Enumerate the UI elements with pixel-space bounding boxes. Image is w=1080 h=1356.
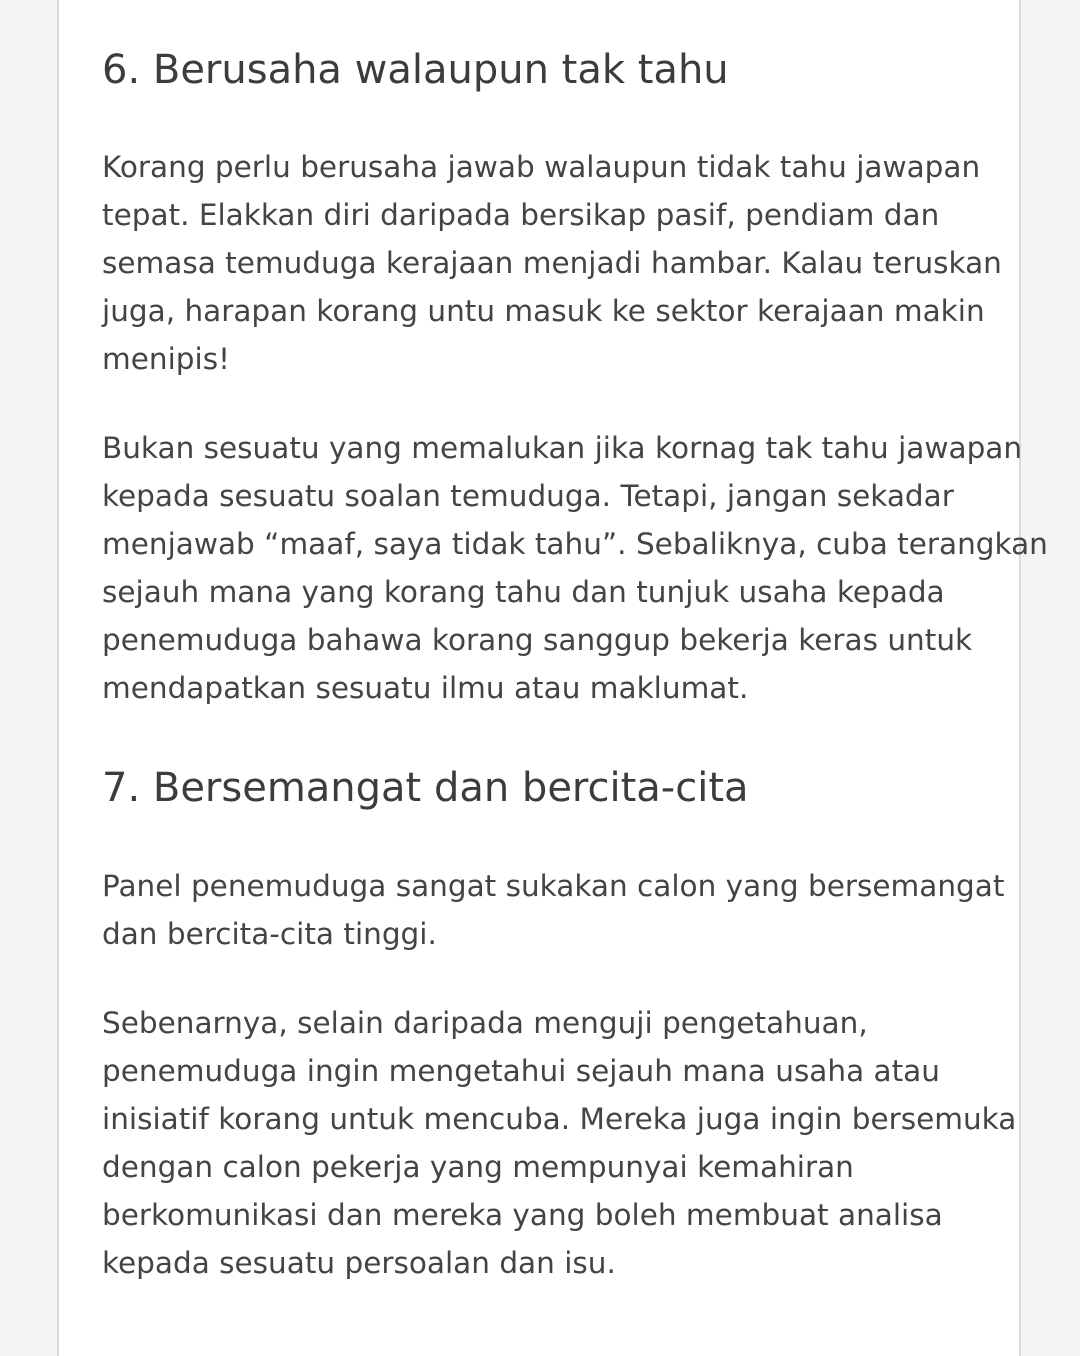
text-line: semasa temuduga kerajaan menjadi hambar. Kalau teruskan [102,246,1002,280]
text-line: sejauh mana yang korang tahu dan tunjuk usaha kepada [102,575,945,609]
text-line: Korang perlu berusaha jawab walaupun tidak tahu jawapan [102,150,981,184]
text-line: menjawab “maaf, saya tidak tahu”. Sebaliknya, cuba terangkan [102,527,1048,561]
section-6-paragraph-1 [102,143,1002,383]
text-line: inisiatif korang untuk mencuba. Mereka juga ingin bersemuka [102,1102,1017,1136]
section-6-heading: 6. Berusaha walaupun tak tahu [102,47,729,93]
text-line: kepada sesuatu persoalan dan isu. [102,1246,616,1280]
text-line: berkomunikasi dan mereka yang boleh membuat analisa [102,1198,943,1232]
text-line: juga, harapan korang untu masuk ke sektor kerajaan makin [102,294,985,328]
text-line: dan bercita-cita tinggi. [102,917,437,951]
section-7-paragraph-2 [102,999,1016,1287]
text-line: Panel penemuduga sangat sukakan calon yang bersemangat [102,869,1005,903]
text-line: Sebenarnya, selain daripada menguji pengetahuan, [102,1006,868,1040]
text-line: kepada sesuatu soalan temuduga. Tetapi, jangan sekadar [102,479,954,513]
text-line: Bukan sesuatu yang memalukan jika kornag tak tahu jawapan [102,431,1023,465]
text-line: menipis! [102,342,230,376]
article-page [57,0,1048,1356]
text-line: penemuduga ingin mengetahui sejauh mana usaha atau [102,1054,940,1088]
section-7-heading: 7. Bersemangat dan bercita-cita [102,765,749,811]
text-line: penemuduga bahawa korang sanggup bekerja keras untuk [102,623,973,657]
section-6-paragraph-2 [102,424,1048,712]
text-line: dengan calon pekerja yang mempunyai kemahiran [102,1150,854,1184]
section-7-paragraph-1 [102,862,1004,958]
text-line: mendapatkan sesuatu ilmu atau maklumat. [102,671,749,705]
text-line: tepat. Elakkan diri daripada bersikap pasif, pendiam dan [102,198,940,232]
